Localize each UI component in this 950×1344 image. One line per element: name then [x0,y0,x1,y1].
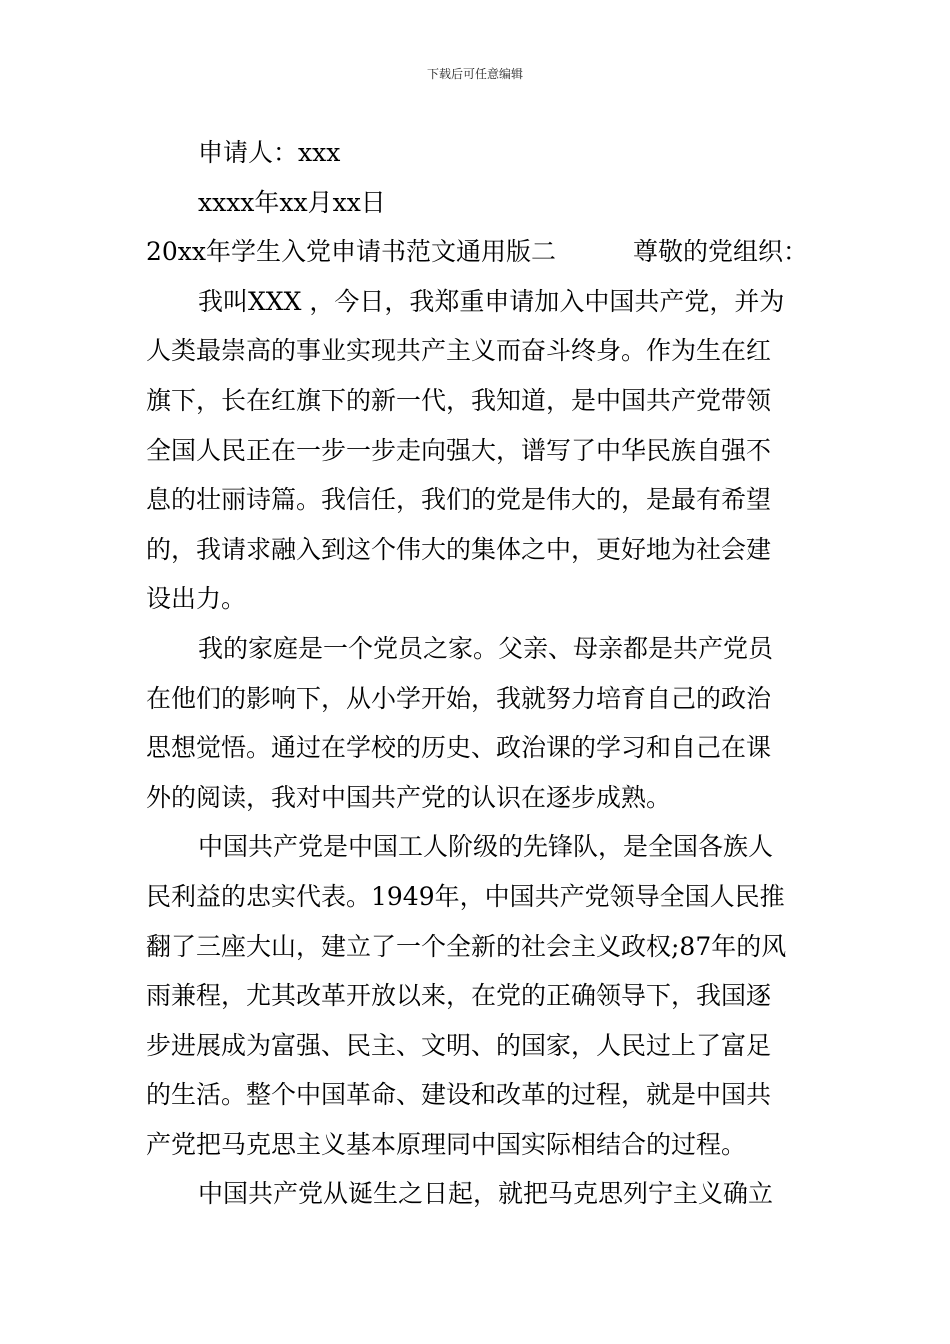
paragraph-line: 全国人民正在一步一步走向强大，谱写了中华民族自强不 [146,435,772,465]
date-line: xxxx年xx月xx日 [198,187,386,217]
document-body [146,128,808,1219]
paragraph-line: 产党把马克思主义基本原理同中国实际相结合的过程。 [146,1129,747,1159]
paragraph-3 [146,822,808,1169]
paragraph-line: 翻了三座大山，建立了一个全新的社会主义政权;87年的风 [146,931,787,961]
letter-heading [146,227,808,277]
paragraph-1 [146,277,808,624]
paragraph-line: 思想觉悟。通过在学校的历史、政治课的学习和自己在课 [146,733,772,763]
paragraph-line: 旗下，长在红旗下的新一代，我知道，是中国共产党带领 [146,385,772,415]
paragraph-line: 步进展成为富强、民主、文明、的国家，人民过上了富足 [146,1030,772,1060]
paragraph-line: 我叫XXX ，今日，我郑重申请加入中国共产党，并为 [198,286,785,316]
paragraph-line: 中国共产党是中国工人阶级的先锋队，是全国各族人 [198,832,774,862]
paragraph-line: 设出力。 [146,584,247,614]
paragraph-line: 息的壮丽诗篇。我信任，我们的党是伟大的，是最有希望 [146,485,772,515]
paragraph-line: 我的家庭是一个党员之家。父亲、母亲都是共产党员 [198,633,774,663]
letter-salutation: 尊敬的党组织： [632,237,808,267]
paragraph-line: 人类最崇高的事业实现共产主义而奋斗终身。作为生在红 [146,336,772,366]
paragraph-2 [146,624,808,822]
paragraph-line: 在他们的影响下，从小学开始，我就努力培育自己的政治 [146,683,772,713]
heading-gap [556,227,633,277]
paragraph-line: 的，我请求融入到这个伟大的集体之中，更好地为社会建 [146,534,772,564]
paragraph-line: 雨兼程，尤其改革开放以来，在党的正确领导下，我国逐 [146,981,772,1011]
paragraph-line: 外的阅读，我对中国共产党的认识在逐步成熟。 [146,782,672,812]
page-header-note: 下载后可任意编辑 [426,67,523,81]
paragraph-line: 的生活。整个中国革命、建设和改革的过程，就是中国共 [146,1080,772,1110]
letter-title: 20xx年学生入党申请书范文通用版二 [146,237,557,267]
paragraph-line: 民利益的忠实代表。1949年，中国共产党领导全国人民推 [146,881,785,911]
paragraph-line: 中国共产党从诞生之日起，就把马克思列宁主义确立 [198,1179,774,1209]
paragraph-4 [146,1169,808,1219]
applicant-line: 申请人：xxx [198,138,341,167]
